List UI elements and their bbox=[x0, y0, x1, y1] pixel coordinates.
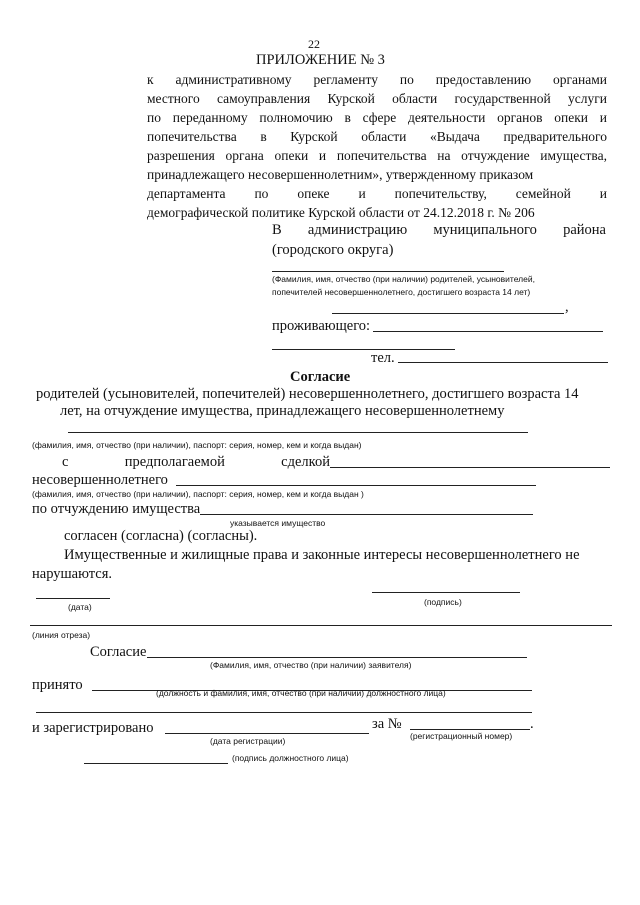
header-line: департамента по опеке и попечительству, семейной и bbox=[147, 186, 607, 201]
header-line: принадлежащего несовершеннолетним», утвержденному приказом bbox=[147, 167, 534, 182]
header-text bbox=[147, 70, 607, 222]
residing-field-2[interactable] bbox=[272, 349, 455, 350]
minor-hint: (фамилия, имя, отчество (при наличии), паспорт: серия, номер, кем и когда выдан ) bbox=[32, 489, 364, 499]
consent-line-2: лет, на отчуждение имущества, принадлежащего несовершеннолетнему bbox=[60, 403, 505, 419]
phone-label: тел. bbox=[371, 350, 395, 366]
official-hint: (должность и фамилия, имя, отчество (при наличии) должностного лица) bbox=[156, 688, 446, 698]
cut-line-label: (линия отреза) bbox=[32, 630, 91, 640]
property-label: по отчуждению имущества bbox=[32, 501, 201, 517]
consent-title: Согласие bbox=[290, 369, 351, 385]
rights-text-2: нарушаются. bbox=[32, 566, 112, 582]
property-field[interactable] bbox=[200, 514, 533, 515]
official-signature-field[interactable] bbox=[84, 763, 228, 764]
header-line: к административному регламенту по предоставлению органами bbox=[147, 72, 607, 87]
official-signature-hint: (подпись должностного лица) bbox=[232, 753, 349, 763]
minor-label: несовершеннолетнего bbox=[32, 472, 168, 488]
date-field[interactable] bbox=[36, 598, 110, 599]
signature-field[interactable] bbox=[372, 592, 520, 593]
deal-field[interactable] bbox=[330, 467, 610, 468]
date-hint: (дата) bbox=[68, 602, 92, 612]
minor-name-field[interactable] bbox=[176, 485, 536, 486]
parent-hint: (фамилия, имя, отчество (при наличии), паспорт: серия, номер, кем и когда выдан) bbox=[32, 440, 362, 450]
applicant-hint-2: попечителей несовершеннолетнего, достигшего возраста 14 лет) bbox=[272, 287, 531, 297]
consent-line-1: родителей (усыновителей, попечителей) несовершеннолетнего, достигшего возраста 14 bbox=[36, 386, 579, 402]
page-number: 22 bbox=[308, 37, 320, 51]
registered-label: и зарегистрировано bbox=[32, 720, 154, 736]
header-line: демографической политике Курской области от 24.12.2018 г. № 206 bbox=[147, 205, 535, 220]
registration-number-hint: (регистрационный номер) bbox=[410, 731, 513, 741]
number-label: за № bbox=[372, 716, 402, 732]
residing-field[interactable] bbox=[373, 331, 603, 332]
registration-date-field[interactable] bbox=[165, 733, 369, 734]
applicant-name-field-2[interactable] bbox=[332, 313, 564, 314]
registration-number-field[interactable] bbox=[410, 729, 530, 730]
rights-text: Имущественные и жилищные права и законные интересы несовершеннолетнего не bbox=[64, 547, 580, 563]
accepted-label: принято bbox=[32, 677, 83, 693]
appendix-title: ПРИЛОЖЕНИЕ № 3 bbox=[256, 52, 385, 68]
phone-field[interactable] bbox=[398, 362, 608, 363]
addressee-line: В администрацию муниципального района bbox=[272, 222, 606, 238]
cut-line bbox=[30, 625, 612, 626]
cut-consent-label: Согласие bbox=[90, 644, 147, 660]
registration-date-hint: (дата регистрации) bbox=[210, 736, 286, 746]
end-dot: . bbox=[530, 716, 534, 732]
header-line: попечительства в Курской области «Выдача предварительного bbox=[147, 129, 607, 144]
signature-hint: (подпись) bbox=[424, 597, 462, 607]
blank-field[interactable] bbox=[36, 712, 532, 713]
header-line: местного самоуправления Курской области государственной услуги bbox=[147, 91, 607, 106]
applicant-name-field[interactable] bbox=[272, 271, 504, 272]
addressee-line2: (городского округа) bbox=[272, 242, 394, 258]
deal-line: с предполагаемой сделкой bbox=[62, 454, 330, 470]
agree-text: согласен (согласна) (согласны). bbox=[64, 528, 258, 544]
comma: , bbox=[565, 299, 569, 315]
property-hint: указывается имущество bbox=[230, 518, 326, 528]
header-line: по переданному полномочию в сфере деятельности органов опеки и bbox=[147, 110, 607, 125]
parent-name-field[interactable] bbox=[68, 432, 528, 433]
applicant-hint: (Фамилия, имя, отчество (при наличии) родителей, усыновителей, bbox=[272, 274, 535, 284]
residing-label: проживающего: bbox=[272, 318, 371, 334]
applicant-field[interactable] bbox=[147, 657, 527, 658]
header-line: разрешения органа опеки и попечительства на отчуждение имущества, bbox=[147, 148, 607, 163]
applicant-name-hint: (Фамилия, имя, отчество (при наличии) заявителя) bbox=[210, 660, 412, 670]
